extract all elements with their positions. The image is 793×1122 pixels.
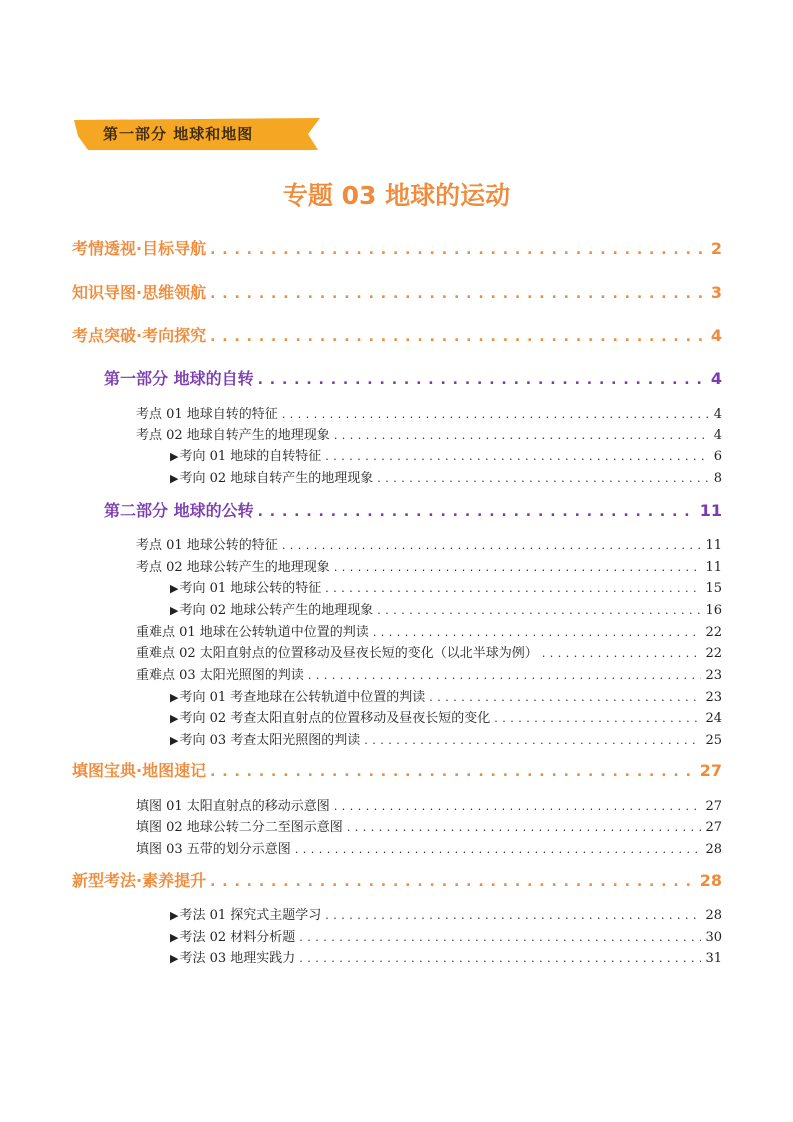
triangle-bullet-icon: ▶ [170,582,179,595]
dot-leader [210,329,707,345]
toc-entry[interactable] [72,758,722,781]
dot-leader [334,429,710,442]
toc-entry-page: 25 [705,733,722,748]
toc-entry-text: 考法 02 材料分析题 [179,930,296,945]
dot-leader [325,909,701,922]
banner-text: 第一部分 地球和地图 [103,125,254,143]
toc-entry[interactable] [170,904,722,923]
toc-entry[interactable] [170,947,722,966]
toc-entry-text: 重难点 03 太阳光照图的判读 [136,668,304,683]
toc-entry[interactable] [72,868,722,891]
toc-entry-text: 考点 02 地球自转产生的地理现象 [136,428,330,443]
toc-entry[interactable] [136,556,722,575]
toc-entry-page: 28 [705,908,722,923]
toc-entry-page: 2 [710,239,722,258]
toc-entry-page: 22 [705,646,722,661]
toc-entry-page: 23 [705,668,722,683]
toc-entry-text: 考法 03 地理实践力 [179,951,296,966]
toc-entry-label [72,758,206,781]
dot-leader [299,931,701,944]
triangle-bullet-icon: ▶ [170,472,179,485]
toc-entry-page: 11 [699,501,722,520]
toc-entry-page: 4 [713,407,722,422]
toc-entry-page: 24 [705,711,722,726]
toc-entry-label [170,947,295,966]
toc-entry-label [104,366,254,389]
toc-entry[interactable] [136,795,722,814]
toc-entry-text: 填图 03 五带的划分示意图 [136,842,291,857]
toc-entry-text: 第一部分 地球的自转 [104,369,254,388]
toc-entry[interactable] [170,577,722,596]
toc-entry[interactable] [104,498,722,521]
toc-entry[interactable] [170,707,722,726]
dot-leader [282,539,702,552]
toc-entry-label [170,904,321,923]
toc-entry-text: 考向 01 地球的自转特征 [179,449,322,464]
triangle-bullet-icon: ▶ [170,604,179,617]
toc-entry-label [136,534,278,553]
toc-entry-page: 23 [705,690,722,705]
toc-entry-page: 4 [710,326,722,345]
dot-leader [295,843,702,856]
triangle-bullet-icon: ▶ [170,450,179,463]
dot-leader [542,647,702,660]
toc-entry-label [170,729,360,748]
toc-entry-label [136,621,369,640]
toc-entry-label [136,403,278,422]
toc-entry-text: 考法 01 探究式主题学习 [179,908,322,923]
toc-entry-text: 考点突破·考向探究 [72,326,207,345]
dot-leader [299,952,701,965]
toc-entry-label [72,280,206,303]
toc-entry-text: 考向 03 考查太阳光照图的判读 [179,733,361,748]
dot-leader [308,669,702,682]
dot-leader [377,604,701,617]
toc-entry-page: 3 [710,283,722,302]
dot-leader [364,734,701,747]
toc-entry-page: 31 [705,951,722,966]
dot-leader [210,286,707,302]
dot-leader [258,504,696,520]
dot-leader [282,408,710,421]
toc-entry-label [136,838,291,857]
triangle-bullet-icon: ▶ [170,734,179,747]
triangle-bullet-icon: ▶ [170,909,179,922]
triangle-bullet-icon: ▶ [170,712,179,725]
toc-entry[interactable] [72,323,722,346]
toc-entry-page: 6 [713,449,722,464]
toc-entry-page: 28 [705,842,722,857]
toc-entry-label [72,323,206,346]
toc-entry-text: 考情透视·目标导航 [72,239,207,258]
toc-entry-label [170,926,295,945]
toc-entry-text: 考向 02 考查太阳直射点的位置移动及昼夜长短的变化 [179,711,491,726]
toc-entry-text: 考点 02 地球公转产生的地理现象 [136,560,330,575]
toc-entry-label [136,424,330,443]
section-banner [72,116,322,152]
toc-entry-label [136,795,330,814]
toc-entry-label [170,686,425,705]
toc-entry-page: 4 [710,369,722,388]
toc-entry-page: 11 [705,560,722,575]
toc-entry-text: 考向 01 地球公转的特征 [179,581,322,596]
toc-entry-page: 4 [713,428,722,443]
toc-entry-label [72,236,206,259]
toc-entry-page: 30 [705,930,722,945]
toc-entry-label [170,707,490,726]
dot-leader [210,764,696,780]
toc-entry-label [170,467,373,486]
dot-leader [334,800,702,813]
toc-entry-label [104,498,254,521]
dot-leader [210,874,696,890]
toc-entry-text: 第二部分 地球的公转 [104,501,254,520]
toc-entry-text: 考向 02 地球自转产生的地理现象 [179,471,374,486]
toc-entry[interactable] [136,816,722,835]
toc-entry-page: 16 [705,603,722,618]
toc-entry-text: 新型考法·素养提升 [72,871,207,890]
toc-entry[interactable] [170,686,722,705]
toc-entry-page: 11 [705,538,722,553]
dot-leader [325,450,709,463]
toc-entry[interactable] [136,424,722,443]
toc-entry-label [170,577,321,596]
toc-entry-text: 考向 02 地球公转产生的地理现象 [179,603,374,618]
dot-leader [334,561,702,574]
dot-leader [373,626,702,639]
toc-entry[interactable] [72,236,722,259]
triangle-bullet-icon: ▶ [170,931,179,944]
toc-entry-page: 22 [705,625,722,640]
dot-leader [258,372,707,388]
toc-entry[interactable] [136,642,722,661]
toc-entry-label [136,642,538,661]
toc-entry-page: 15 [705,581,722,596]
toc-entry-text: 填图宝典·地图速记 [72,761,207,780]
toc-entry[interactable] [136,838,722,857]
toc-entry-label [136,816,343,835]
toc-entry[interactable] [170,926,722,945]
dot-leader [429,691,701,704]
toc-entry-label [170,599,373,618]
toc-entry[interactable] [136,621,722,640]
dot-leader [347,821,702,834]
toc-entry-text: 考点 01 地球公转的特征 [136,538,278,553]
toc-entry-page: 28 [699,871,722,890]
triangle-bullet-icon: ▶ [170,691,179,704]
toc-entry-text: 填图 01 太阳直射点的移动示意图 [136,799,330,814]
toc-entry[interactable] [136,403,722,422]
toc-entry-label [136,556,330,575]
toc-entry-label [72,868,206,891]
triangle-bullet-icon: ▶ [170,952,179,965]
toc-entry-page: 27 [705,820,722,835]
dot-leader [494,712,701,725]
toc-entry-text: 重难点 01 地球在公转轨道中位置的判读 [136,625,369,640]
dot-leader [210,242,707,258]
toc-entry-label [136,664,304,683]
toc-entry-text: 考点 01 地球自转的特征 [136,407,278,422]
toc-entry-text: 考向 01 考查地球在公转轨道中位置的判读 [179,690,426,705]
dot-leader [325,582,701,595]
toc-entry-label [170,445,321,464]
toc-entry[interactable] [170,599,722,618]
toc-entry[interactable] [170,729,722,748]
toc-entry-page: 27 [705,799,722,814]
toc-entry-text: 填图 02 地球公转二分二至图示意图 [136,820,343,835]
toc-entry-page: 8 [713,471,722,486]
toc-entry[interactable] [104,366,722,389]
toc-entry[interactable] [170,445,722,464]
toc-entry[interactable] [170,467,722,486]
toc-entry[interactable] [136,534,722,553]
toc-entry-text: 知识导图·思维领航 [72,283,207,302]
toc-entry[interactable] [72,280,722,303]
toc-entry-text: 重难点 02 太阳直射点的位置移动及昼夜长短的变化（以北半球为例） [136,646,538,661]
toc-entry-page: 27 [699,761,722,780]
toc-entry[interactable] [136,664,722,683]
page-title: 专题 03 地球的运动 [282,181,511,210]
dot-leader [377,472,709,485]
